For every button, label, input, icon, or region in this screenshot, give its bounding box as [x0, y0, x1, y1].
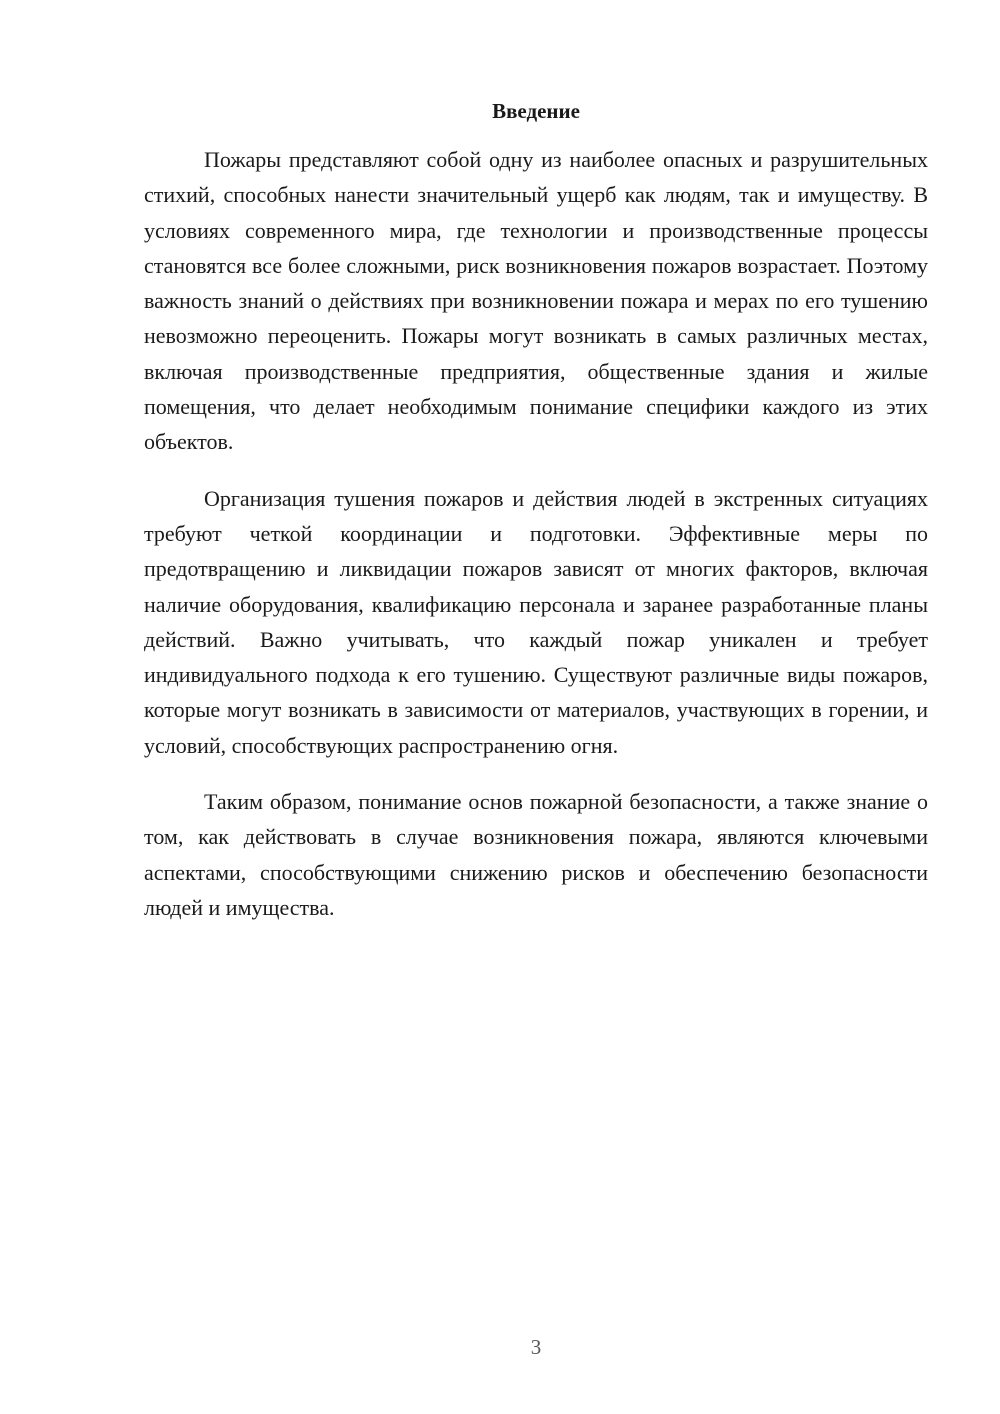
- paragraph-1: Пожары представляют собой одну из наиболее опасных и разрушительных стихий, способных нанести значительный ущерб как людям, так и имуществу. В условиях современного мира, где технологии и производственные процессы становятся все более сложными, риск возникновения пожаров возрастает. Поэтому важность знаний о действиях при возникновении пожара и мерах по его тушению невозможно переоценить. Пожары могут возникать в самых различных местах, включая производственные предприятия, общественные здания и жилые помещения, что делает необходимым понимание специфики каждого из этих объектов.: [144, 147, 928, 455]
- page-number: 3: [530, 1335, 542, 1359]
- body-text: [144, 142, 928, 925]
- paragraph-2: Организация тушения пожаров и действия людей в экстренных ситуациях требуют четкой координации и подготовки. Эффективные меры по предотвращению и ликвидации пожаров зависят от многих факторов, включая наличие оборудования, квалификацию персонала и заранее разработанные планы действий. Важно учитывать, что каждый пожар уникален и требует индивидуального подхода к его тушению. Существуют различные виды пожаров, которые могут возникать в зависимости от материалов, участвующих в горении, и условий, способствующих распространению огня.: [144, 485, 928, 758]
- section-heading: Введение: [492, 99, 580, 123]
- paragraph-3: Таким образом, понимание основ пожарной безопасности, а также знание о том, как действовать в случае возникновения пожара, являются ключевыми аспектами, способствующими снижению рисков и обеспечению безопасности людей и имущества.: [144, 789, 928, 920]
